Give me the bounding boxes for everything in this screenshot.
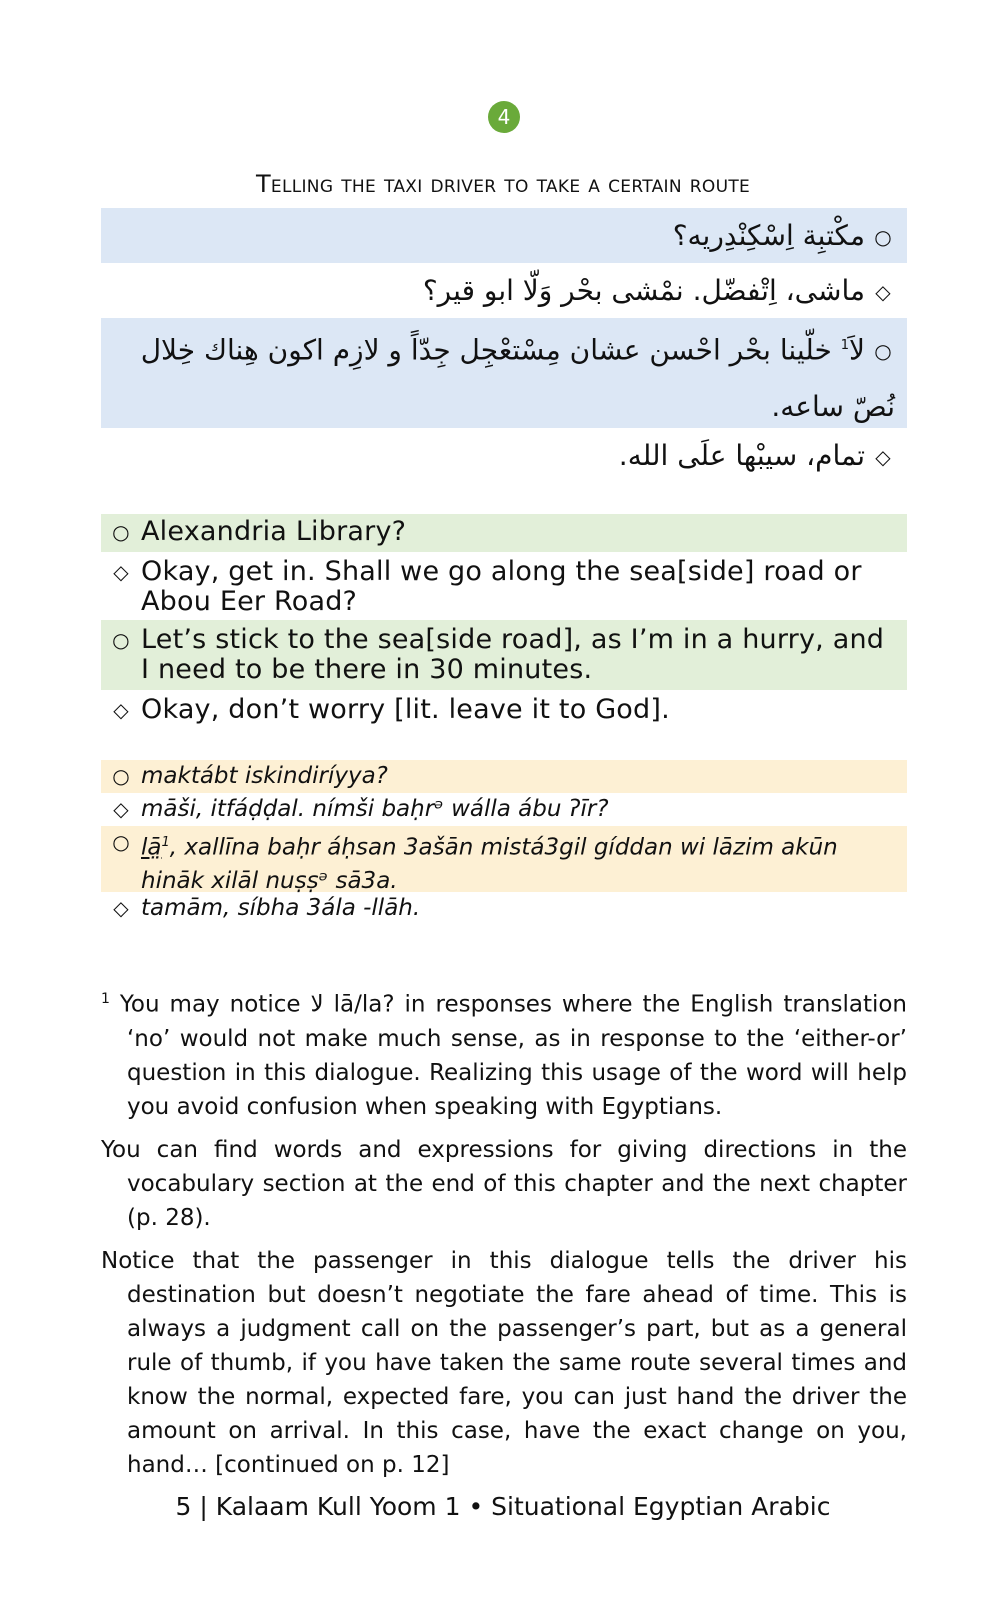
footnote-text: You may notice لا lā/la? in responses where the English translation ‘no’ would not make much sense, as in response to the ‘either-or’ question in this dialogue. Realizing this usage of the word will help you avoid confusion when speaking with Egyptians. <box>119 991 908 1120</box>
footnote-ref: 1 <box>161 835 170 850</box>
translit-line <box>101 760 907 793</box>
translit-line-text: māši, itfáḍḍal. nímši baḥrᵊ wálla ábu ʔīr? <box>141 796 609 822</box>
diamond-marker-icon: ◇ <box>875 444 891 469</box>
footnote-ref: 1 <box>840 338 850 353</box>
english-line-text: Okay, don’t worry [lit. leave it to God]. <box>141 694 670 725</box>
arabic-line-text: مكْتبِة اِسْكِنْدِريه؟ <box>672 219 865 252</box>
arabic-line-text: خلّينا بحْر احْسن عشان مِسْتعْجِل جِدّاً و لازِم اكون هِناك خِلال نُصّ ساعه. <box>140 333 895 423</box>
footnote-number: 1 <box>101 991 110 1007</box>
diamond-marker-icon: ◇ <box>113 797 129 821</box>
diamond-marker-icon: ◇ <box>875 279 891 304</box>
circle-marker-icon: ○ <box>112 520 130 544</box>
translit-line-text: maktábt iskindiríyya? <box>141 763 388 789</box>
arabic-line <box>101 263 907 318</box>
page-footer: 5 | Kalaam Kull Yoom 1 • Situational Egyptian Arabic <box>175 1492 831 1521</box>
diamond-marker-icon: ◇ <box>113 896 129 920</box>
note-paragraph: Notice that the passenger in this dialogue tells the driver his destination but doesn’t negotiate the fare ahead of time. This is always a judgment call on the passenger’s part, but as a general rule of thumb, if you have taken the same route several times and know the normal, expected fare, you can just hand the driver the amount on arrival. In this case, have the exact change on you, hand… [continued on p. 12] <box>101 1247 907 1478</box>
circle-marker-icon: ○ <box>112 830 130 854</box>
english-line <box>101 552 907 620</box>
arabic-line <box>101 208 907 263</box>
english-line <box>101 620 907 690</box>
english-line-text: Okay, get in. Shall we go along the sea[side] road or Abou Eer Road? <box>141 556 862 617</box>
circle-marker-icon: ○ <box>874 224 892 249</box>
translit-line-text: , xallīna baḥr áḥsan 3ašān mistá3gil gíddan wi lāzim akūn hināk xilāl nuṣṣᵊ sā3a. <box>141 834 838 894</box>
arabic-dialogue <box>101 208 907 483</box>
english-line <box>101 514 907 552</box>
english-translation <box>101 514 907 730</box>
translit-line <box>101 892 907 925</box>
english-line-text: Let’s stick to the sea[side road], as I’m in a hurry, and I need to be there in 30 minutes. <box>141 624 885 685</box>
arabic-line <box>101 428 907 483</box>
translit-line <box>101 826 907 892</box>
translit-line-text-start: lā̤ <box>141 834 162 861</box>
circle-marker-icon: ○ <box>112 628 130 652</box>
english-line-text: Alexandria Library? <box>141 516 407 547</box>
chapter-number-badge: 4 <box>488 101 520 133</box>
translit-line-text: tamām, síbha 3ála -llāh. <box>141 895 421 921</box>
note-paragraph: You can find words and expressions for giving directions in the vocabulary section at the end of this chapter and the next chapter (p. 28). <box>101 1136 907 1231</box>
arabic-line-text-start: لاَ <box>849 333 865 367</box>
circle-marker-icon: ○ <box>112 764 130 788</box>
english-line <box>101 690 907 730</box>
diamond-marker-icon: ◇ <box>113 560 129 584</box>
circle-marker-icon: ○ <box>874 338 892 363</box>
translit-line <box>101 793 907 826</box>
footnote-paragraph <box>101 982 907 1124</box>
notes-section <box>101 982 907 1491</box>
transliteration <box>101 760 907 925</box>
diamond-marker-icon: ◇ <box>113 698 129 722</box>
arabic-line-text: تمام، سيبْها علَى الله. <box>618 439 865 472</box>
arabic-line <box>101 318 907 428</box>
arabic-line-text: ماشى، اِتْفضّل. نمْشى بحْر وَلّا ابو قير؟ <box>422 274 865 307</box>
section-title: Telling the taxi driver to take a certain route <box>255 170 751 198</box>
